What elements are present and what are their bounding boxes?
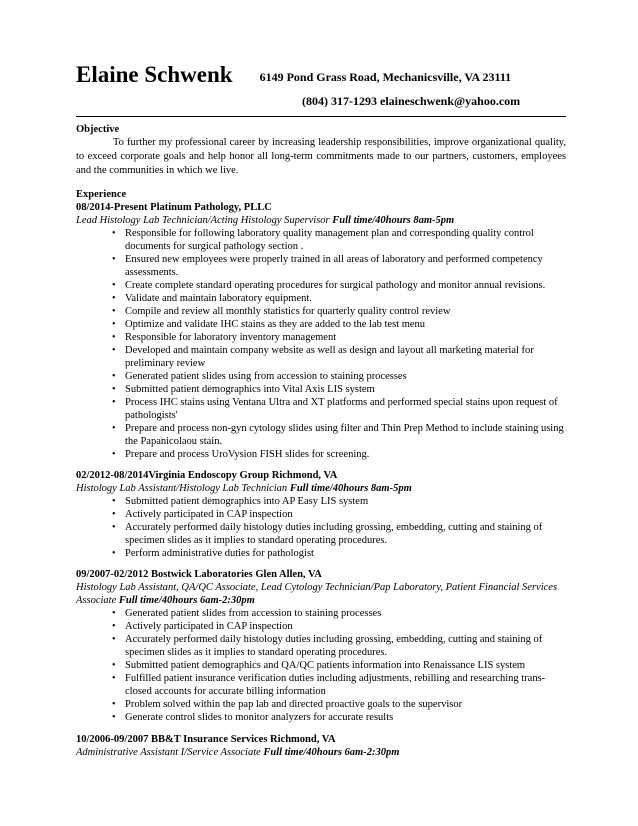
job-heading: 10/2006-09/2007 BB&T Insurance Services Richmond, VA	[76, 734, 336, 745]
job-role	[76, 214, 566, 227]
resume-header	[76, 62, 566, 88]
job-heading: 02/2012-08/2014Virginia Endoscopy Group Richmond, VA	[76, 470, 338, 481]
resume-page	[76, 62, 566, 759]
list-item: • Generated patient slides from accession to staining processes	[76, 607, 566, 620]
list-item: • Submitted patient demographics into Vital Axis LIS system	[76, 383, 566, 396]
objective-title: Objective	[76, 124, 120, 135]
header-divider	[76, 116, 566, 117]
list-item: • Generated patient slides using from accession to staining processes	[76, 370, 566, 383]
contact-line: (804) 317-1293 elaineschwenk@yahoo.com	[302, 94, 521, 108]
list-item: • Prepare and process non-gyn cytology slides using filter and Thin Prep Method to include staining using the Papanicolaou stain.	[76, 422, 566, 448]
candidate-name: Elaine Schwenk	[76, 62, 233, 87]
job-heading: 08/2014-Present Platinum Pathology, PLLC	[76, 202, 272, 213]
job-hours: Full time/40hours 8am-5pm	[289, 483, 412, 494]
list-item: • Submitted patient demographics and QA/QC patients information into Renaissance LIS system	[76, 659, 566, 672]
job-entry	[76, 733, 566, 759]
list-item: • Optimize and validate IHC stains as they are added to the lab test menu	[76, 318, 566, 331]
list-item: • Submitted patient demographics into AP Easy LIS system	[76, 495, 566, 508]
list-item: • Ensured new employees were properly trained in all areas of laboratory and performed competency assessments.	[76, 253, 566, 279]
list-item: • Generate control slides to monitor analyzers for accurate results	[76, 711, 566, 724]
job-role	[76, 581, 566, 607]
job-role	[76, 746, 566, 759]
list-item: • Fulfilled patient insurance verification duties including adjustments, rebilling and researching trans-closed accounts for accurate billing information	[76, 672, 566, 698]
list-item: • Perform administrative duties for pathologist	[76, 547, 566, 560]
list-item: • Accurately performed daily histology duties including grossing, embedding, cutting and staining of specimen slides as it implies to standard operating procedures.	[76, 521, 566, 547]
list-item: • Responsible for laboratory inventory management	[76, 331, 566, 344]
job-entry	[76, 568, 566, 724]
list-item: • Problem solved within the pap lab and directed proactive goals to the supervisor	[76, 698, 566, 711]
list-item: • Developed and maintain company website as well as design and layout all marketing material for preliminary review	[76, 344, 566, 370]
list-item: • Actively participated in CAP inspection	[76, 620, 566, 633]
list-item: • Accurately performed daily histology duties including grossing, embedding, cutting and staining of specimen slides as it implies to standard operating procedures.	[76, 633, 566, 659]
list-item: • Process IHC stains using Ventana Ultra and XT platforms and performed special stains upon request of pathologists'	[76, 396, 566, 422]
job-heading: 09/2007-02/2012 Bostwick Laboratories Glen Allen, VA	[76, 569, 322, 580]
experience-title: Experience	[76, 189, 127, 200]
job-duties	[76, 227, 566, 461]
objective-section	[76, 123, 566, 178]
list-item: • Responsible for following laboratory quality management plan and corresponding quality control documents for surgical pathology section .	[76, 227, 566, 253]
list-item: • Actively participated in CAP inspection	[76, 508, 566, 521]
job-title: Histology Lab Assistant, QA/QC Associate, Lead Cytology Technician/Pap Laboratory, Patient Financial Services Associate	[76, 582, 558, 606]
list-item: • Validate and maintain laboratory equipment.	[76, 292, 566, 305]
job-title: Lead Histology Lab Technician/Acting Histology Supervisor	[76, 215, 330, 226]
list-item: • Compile and review all monthly statistics for quarterly quality control review	[76, 305, 566, 318]
list-item: • Create complete standard operating procedures for surgical pathology and monitor annual revisions.	[76, 279, 566, 292]
job-duties	[76, 495, 566, 560]
job-title: Histology Lab Assistant/Histology Lab Technician	[76, 483, 288, 494]
job-entry	[76, 201, 566, 461]
address: 6149 Pond Grass Road, Mechanicsville, VA 23111	[259, 70, 512, 84]
objective-text: To further my professional career by increasing leadership responsibilities, improve organizational quality, to exceed corporate goals and help honor all long-term commitments made to our partners, customers, employees and the communities in which we live.	[76, 137, 566, 176]
job-hours: Full time/40hours 6am-2:30pm	[118, 595, 255, 606]
list-item: • Prepare and process UroVysion FISH slides for screening.	[76, 448, 566, 461]
job-duties	[76, 607, 566, 724]
job-title: Administrative Assistant I/Service Associate	[76, 747, 261, 758]
job-hours: Full time/40hours 8am-5pm	[332, 215, 455, 226]
job-entry	[76, 469, 566, 560]
job-hours: Full time/40hours 6am-2:30pm	[263, 747, 400, 758]
job-role	[76, 482, 566, 495]
experience-section	[76, 188, 566, 759]
